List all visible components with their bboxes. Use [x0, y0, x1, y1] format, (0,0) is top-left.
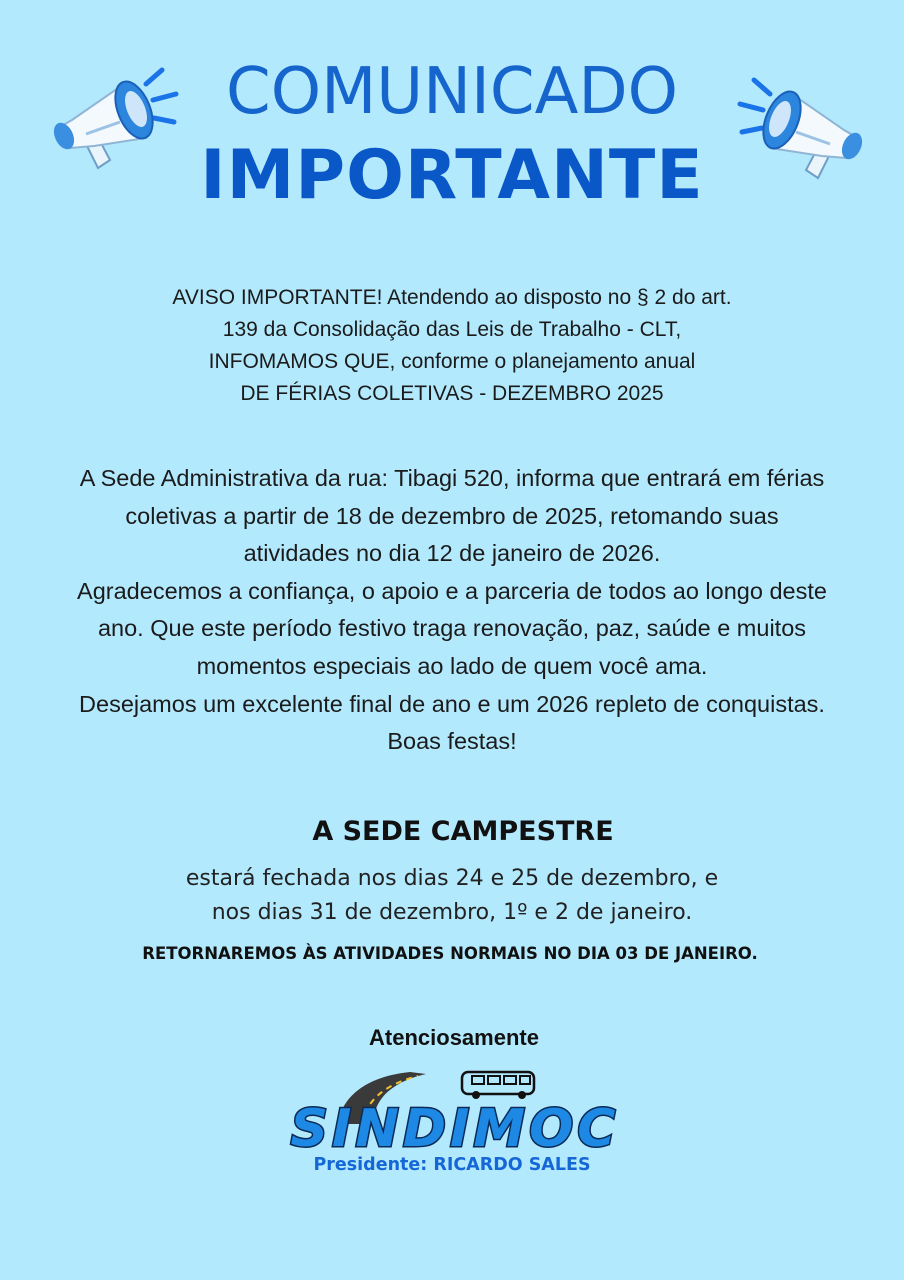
- closing-text: Atenciosamente: [369, 1025, 539, 1050]
- body-line: momentos especiais ao lado de quem você ama.: [196, 652, 708, 679]
- body-line: Desejamos um excelente final de ano e um 2026 repleto de conquistas.: [79, 690, 825, 717]
- header: [0, 0, 904, 230]
- title-comunicado: COMUNICADO: [226, 55, 678, 129]
- body-line: Agradecemos a confiança, o apoio e a parceria de todos ao longo deste: [77, 577, 827, 604]
- body-text: [14, 460, 890, 761]
- notice-line: AVISO IMPORTANTE! Atendendo ao disposto no § 2 do art.: [172, 286, 732, 309]
- campestre-line: nos dias 31 de dezembro, 1º e 2 de janeiro.: [211, 900, 693, 925]
- notice-line: DE FÉRIAS COLETIVAS - DEZEMBRO 2025: [240, 382, 664, 405]
- body-line: atividades no dia 12 de janeiro de 2026.: [243, 540, 661, 567]
- campestre-title: A SEDE CAMPESTRE: [312, 816, 614, 847]
- president-name: Presidente: RICARDO SALES: [313, 1155, 591, 1175]
- body-line: coletivas a partir de 18 de dezembro de 2025, retomando suas: [125, 502, 779, 529]
- notice-line: 139 da Consolidação das Leis de Trabalho - CLT,: [222, 318, 682, 341]
- megaphone-icon: [726, 72, 866, 192]
- notice-line: INFOMAMOS QUE, conforme o planejamento anual: [208, 350, 696, 373]
- campestre-text: [0, 862, 904, 930]
- title-importante: IMPORTANTE: [200, 136, 704, 215]
- body-line: ano. Que este período festivo traga renovação, paz, saúde e muitos: [97, 615, 807, 642]
- sindimoc-logo: [250, 1062, 660, 1156]
- return-notice: RETORNAREMOS ÀS ATIVIDADES NORMAIS NO DIA 03 DE JANEIRO.: [142, 944, 758, 963]
- campestre-line: estará fechada nos dias 24 e 25 de dezembro, e: [185, 866, 719, 891]
- body-line: Boas festas!: [387, 728, 517, 755]
- logo-text: SINDIMOC: [290, 1099, 620, 1156]
- notice-block: [40, 282, 864, 410]
- body-line: A Sede Administrativa da rua: Tibagi 520, informa que entrará em férias: [79, 465, 825, 491]
